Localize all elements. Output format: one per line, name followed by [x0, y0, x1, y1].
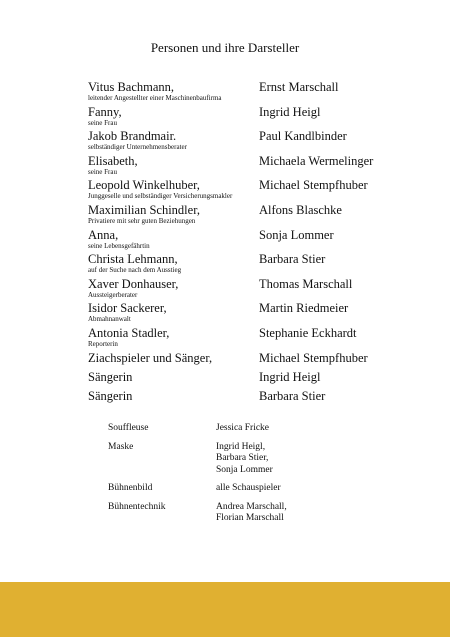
role-description: seine Frau	[88, 167, 117, 176]
role-name: Xaver Donhauser,	[88, 276, 179, 291]
crew-person: Sonja Lommer	[216, 464, 273, 475]
actor-name: Michael Stempfhuber	[259, 178, 368, 193]
crew-function: Bühnentechnik	[108, 501, 166, 512]
role-description: Junggeselle und selbständiger Versicherungsmakler	[88, 192, 233, 201]
cast-row	[88, 228, 428, 253]
crew-function: Bühnenbild	[108, 483, 153, 493]
crew-people	[216, 423, 269, 435]
role-description: auf der Suche nach dem Ausstieg	[88, 266, 182, 275]
role-name: Vitus Bachmann,	[88, 80, 175, 94]
role-description: Reporterin	[88, 339, 118, 348]
role-name: Sängerin	[88, 388, 133, 403]
cast-list	[88, 80, 428, 408]
actor-name: Barbara Stier	[259, 388, 326, 403]
cast-row	[88, 154, 428, 179]
crew-people	[216, 483, 281, 495]
role-name: Elisabeth,	[88, 153, 138, 168]
actor-name: Ingrid Heigl	[259, 104, 321, 119]
crew-person: Jessica Fricke	[216, 423, 270, 433]
cast-row	[88, 203, 428, 228]
actor-name: Alfons Blaschke	[259, 202, 342, 217]
role-name: Sängerin	[88, 369, 133, 384]
crew-list	[108, 423, 408, 532]
actor-name: Ernst Marschall	[259, 80, 339, 94]
cast-row	[88, 326, 428, 351]
actor-name: Stephanie Eckhardt	[259, 325, 357, 340]
role-name: Isidor Sackerer,	[88, 301, 167, 316]
cast-row	[88, 277, 428, 302]
cast-row	[88, 178, 428, 203]
crew-person: Ingrid Heigl,	[216, 441, 266, 452]
role-cell	[88, 154, 259, 179]
role-description: Abmahnanwalt	[88, 315, 131, 324]
role-description: seine Lebensgefährtin	[88, 241, 150, 250]
role-description: leitender Angestellter einer Maschinenbaufirma	[88, 94, 222, 102]
page-title: Personen und ihre Darsteller	[150, 40, 300, 55]
role-name: Antonia Stadler,	[88, 325, 170, 340]
role-cell	[88, 252, 259, 277]
role-cell	[88, 301, 259, 326]
cast-row	[88, 370, 428, 389]
crew-function: Souffleuse	[108, 423, 149, 433]
role-cell	[88, 370, 259, 389]
role-description: Aussteigerberater	[88, 290, 138, 299]
role-cell	[88, 277, 259, 302]
cast-row	[88, 389, 428, 408]
actor-name: Thomas Marschall	[259, 276, 353, 291]
role-cell	[88, 389, 259, 408]
role-name: Maximilian Schindler,	[88, 202, 200, 217]
cast-row	[88, 301, 428, 326]
crew-row	[108, 502, 408, 525]
crew-person: alle Schauspieler	[216, 483, 281, 493]
role-cell	[88, 203, 259, 228]
cast-row	[88, 105, 428, 130]
cast-row	[88, 80, 428, 105]
actor-name: Barbara Stier	[259, 252, 326, 267]
actor-name: Michael Stempfhuber	[259, 350, 368, 365]
crew-person: Andrea Marschall,	[216, 501, 287, 512]
crew-row	[108, 423, 408, 435]
actor-name: Michaela Wermelinger	[259, 153, 374, 168]
role-name: Ziachspieler und Sänger,	[88, 350, 213, 365]
role-name: Leopold Winkelhuber,	[88, 178, 200, 193]
crew-people	[216, 502, 287, 525]
actor-name: Martin Riedmeier	[259, 301, 349, 316]
role-description: selbständiger Unternehmensberater	[88, 143, 187, 152]
actor-name: Paul Kandlbinder	[259, 129, 347, 144]
crew-person: Florian Marschall	[216, 513, 284, 523]
role-cell	[88, 129, 259, 154]
crew-function: Maske	[108, 441, 134, 452]
role-name: Jakob Brandmair.	[88, 129, 177, 144]
crew-row	[108, 483, 408, 495]
cast-row	[88, 252, 428, 277]
role-cell	[88, 178, 259, 203]
role-cell	[88, 228, 259, 253]
role-name: Christa Lehmann,	[88, 252, 178, 267]
crew-row	[108, 442, 408, 477]
crew-person: Barbara Stier,	[216, 453, 269, 463]
role-description: seine Frau	[88, 118, 117, 127]
role-cell	[88, 105, 259, 130]
role-description: Privatiere mit sehr guten Beziehungen	[88, 216, 196, 225]
footer-color-bar	[0, 582, 450, 637]
role-cell	[88, 351, 259, 370]
role-name: Fanny,	[88, 104, 122, 119]
role-cell	[88, 80, 259, 105]
cast-row	[88, 351, 428, 370]
actor-name: Ingrid Heigl	[259, 369, 321, 384]
role-name: Anna,	[88, 227, 119, 242]
role-cell	[88, 326, 259, 351]
actor-name: Sonja Lommer	[259, 227, 334, 242]
cast-row	[88, 129, 428, 154]
crew-people	[216, 442, 273, 477]
